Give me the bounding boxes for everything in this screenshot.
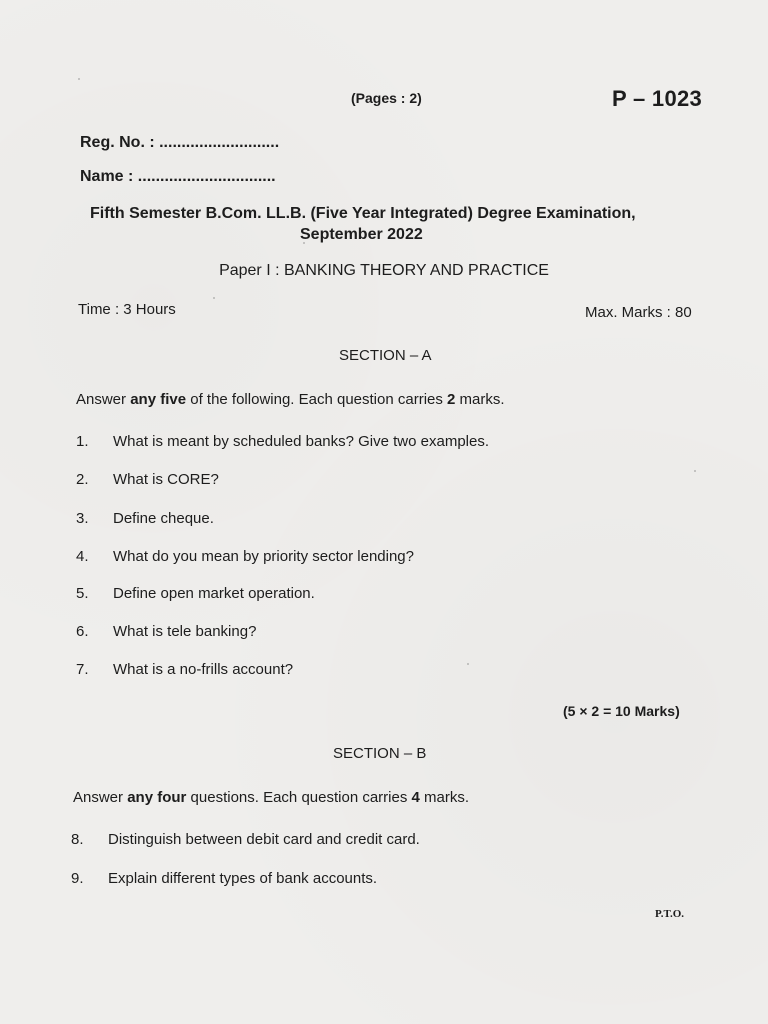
question-number: 8. xyxy=(71,831,84,848)
question-number: 5. xyxy=(76,585,89,602)
question-text: Distinguish between debit card and credit card. xyxy=(108,831,420,848)
paper-subject: BANKING THEORY AND PRACTICE xyxy=(283,262,549,279)
section-b-instruction xyxy=(73,789,469,806)
instruction-marks: 4 xyxy=(411,789,420,806)
question-text: What is CORE? xyxy=(113,471,219,488)
name-field: Name : ............................... xyxy=(80,168,276,185)
section-b-heading: SECTION – B xyxy=(333,745,427,762)
question-number: 2. xyxy=(76,471,89,488)
paper-label: Paper I : xyxy=(219,262,284,279)
instruction-text: Answer xyxy=(76,391,131,408)
exam-title-line1: Fifth Semester B.Com. LL.B. (Five Year Integrated) Degree Examination, xyxy=(90,205,636,222)
question-text: What is a no-frills account? xyxy=(113,661,294,678)
scan-speck xyxy=(467,663,469,665)
section-a-heading: SECTION – A xyxy=(339,347,432,364)
max-marks: Max. Marks : 80 xyxy=(585,304,692,321)
page-count: (Pages : 2) xyxy=(351,90,422,106)
question-text: What is tele banking? xyxy=(113,623,257,640)
question-number: 4. xyxy=(76,548,89,565)
question-text: What do you mean by priority sector lending? xyxy=(113,548,414,565)
reg-no-field: Reg. No. : ........................... xyxy=(80,134,280,151)
instruction-text: of the following. Each question carries xyxy=(186,391,448,408)
instruction-text: marks. xyxy=(455,391,505,408)
section-a-marks-summary: (5 × 2 = 10 Marks) xyxy=(563,703,680,719)
question-text: What is meant by scheduled banks? Give two examples. xyxy=(113,433,490,450)
question-text: Define open market operation. xyxy=(113,585,315,602)
please-turn-over: P.T.O. xyxy=(655,908,685,920)
paper-title xyxy=(0,262,768,280)
exam-title-line2: September 2022 xyxy=(300,226,423,243)
scan-speck xyxy=(694,470,696,472)
scan-speck xyxy=(213,297,215,299)
paper-code: P – 1023 xyxy=(612,86,703,111)
question-number: 6. xyxy=(76,623,89,640)
question-text: Explain different types of bank accounts. xyxy=(108,870,378,887)
question-number: 9. xyxy=(71,870,84,887)
instruction-emphasis: any five xyxy=(130,391,187,408)
scan-speck xyxy=(303,242,305,244)
question-number: 7. xyxy=(76,661,89,678)
instruction-emphasis: any four xyxy=(127,789,187,806)
instruction-text: marks. xyxy=(419,789,470,806)
section-a-instruction xyxy=(76,391,505,408)
question-number: 1. xyxy=(76,433,89,450)
exam-time: Time : 3 Hours xyxy=(78,301,176,318)
question-number: 3. xyxy=(76,510,89,527)
instruction-text: questions. Each question carries xyxy=(186,789,412,806)
instruction-marks: 2 xyxy=(447,391,456,408)
scan-speck xyxy=(78,78,80,80)
instruction-text: Answer xyxy=(73,789,128,806)
question-text: Define cheque. xyxy=(113,510,214,527)
